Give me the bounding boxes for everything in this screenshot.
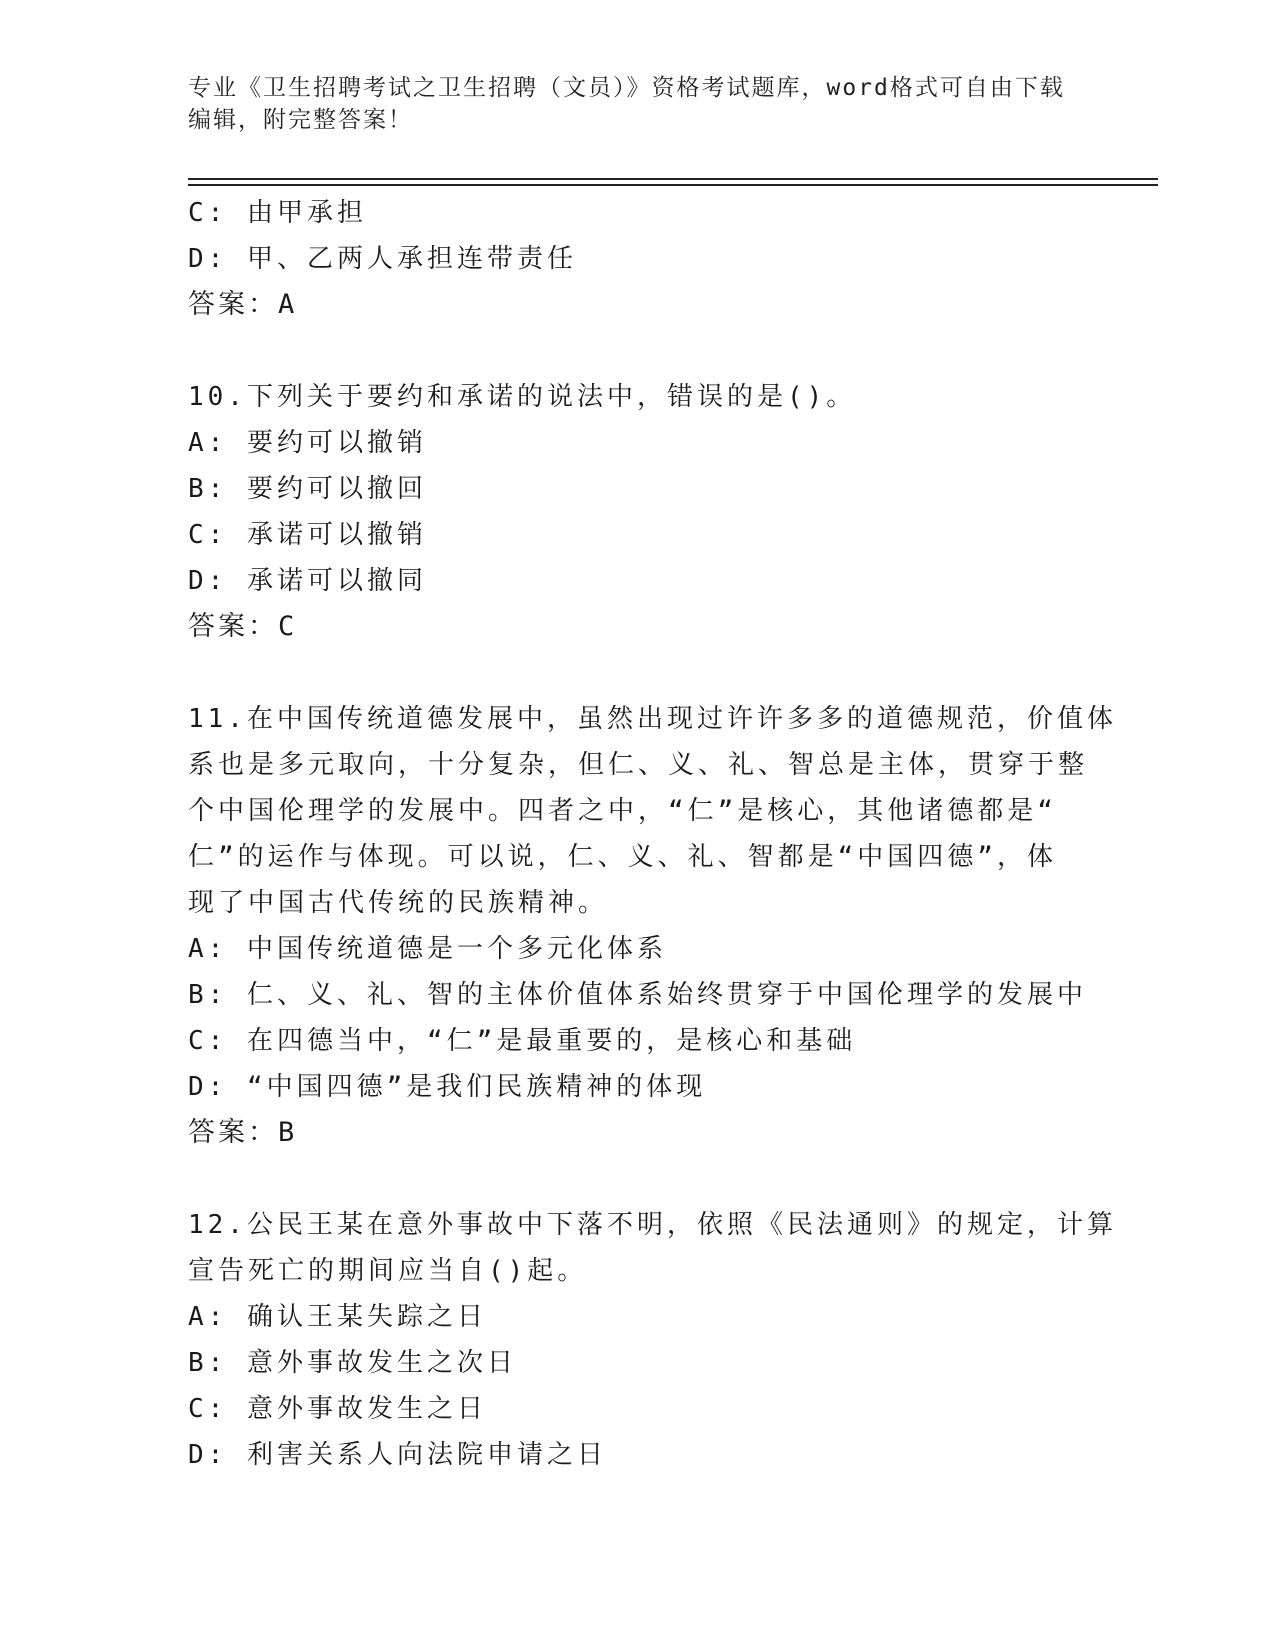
- option-c: C: 由甲承担: [188, 198, 367, 228]
- header-divider-bottom: [188, 184, 1158, 186]
- header-divider-top: [188, 178, 1158, 180]
- question-stem: 11.在中国传统道德发展中，虽然出现过许许多多的道德规范，价值体 系也是多元取向，十分复杂，但仁、义、礼、智总是主体，贯穿于整 个中国伦理学的发展中。四者之中，“仁”是核心，其他诸德都是“ 仁”的运作与体现。可以说，仁、义、礼、智都是“中国四德”，体 现了中国古代传统的民族精神。: [188, 704, 1117, 918]
- document-header: [188, 72, 1088, 136]
- option-d: D: 甲、乙两人承担连带责任: [188, 244, 577, 274]
- option-b: B: 意外事故发生之次日: [188, 1348, 517, 1378]
- question-list: [188, 190, 1117, 1478]
- question-10: [188, 374, 1088, 650]
- previous-question-tail: [188, 190, 1088, 328]
- answer-label: 答案：A: [188, 289, 298, 320]
- header-line-2: 编辑，附完整答案！: [188, 107, 413, 133]
- option-c: C: 意外事故发生之日: [188, 1394, 487, 1424]
- option-a: A: 确认王某失踪之日: [188, 1302, 487, 1332]
- option-c: C: 在四德当中，“仁”是最重要的，是核心和基础: [188, 1026, 857, 1056]
- question-stem: 10.下列关于要约和承诺的说法中，错误的是()。: [188, 382, 857, 412]
- option-a: A: 中国传统道德是一个多元化体系: [188, 934, 667, 964]
- question-12: [188, 1202, 1117, 1478]
- option-b: B: 要约可以撤回: [188, 474, 427, 504]
- answer-label: 答案：C: [188, 611, 298, 642]
- answer-label: 答案：B: [188, 1117, 298, 1148]
- question-stem: 12.公民王某在意外事故中下落不明，依照《民法通则》的规定，计算 宣告死亡的期间应当自()起。: [188, 1210, 1117, 1286]
- option-d: D: 承诺可以撤同: [188, 566, 427, 596]
- option-b: B: 仁、义、礼、智的主体价值体系始终贯穿于中国伦理学的发展中: [188, 980, 1087, 1010]
- option-a: A: 要约可以撤销: [188, 428, 427, 458]
- question-11: [188, 696, 1117, 1156]
- header-line-1: 专业《卫生招聘考试之卫生招聘（文员）》资格考试题库，word格式可自由下载: [188, 75, 1065, 101]
- option-d: D: 利害关系人向法院申请之日: [188, 1440, 607, 1470]
- option-d: D: “中国四德”是我们民族精神的体现: [188, 1072, 707, 1102]
- option-c: C: 承诺可以撤销: [188, 520, 427, 550]
